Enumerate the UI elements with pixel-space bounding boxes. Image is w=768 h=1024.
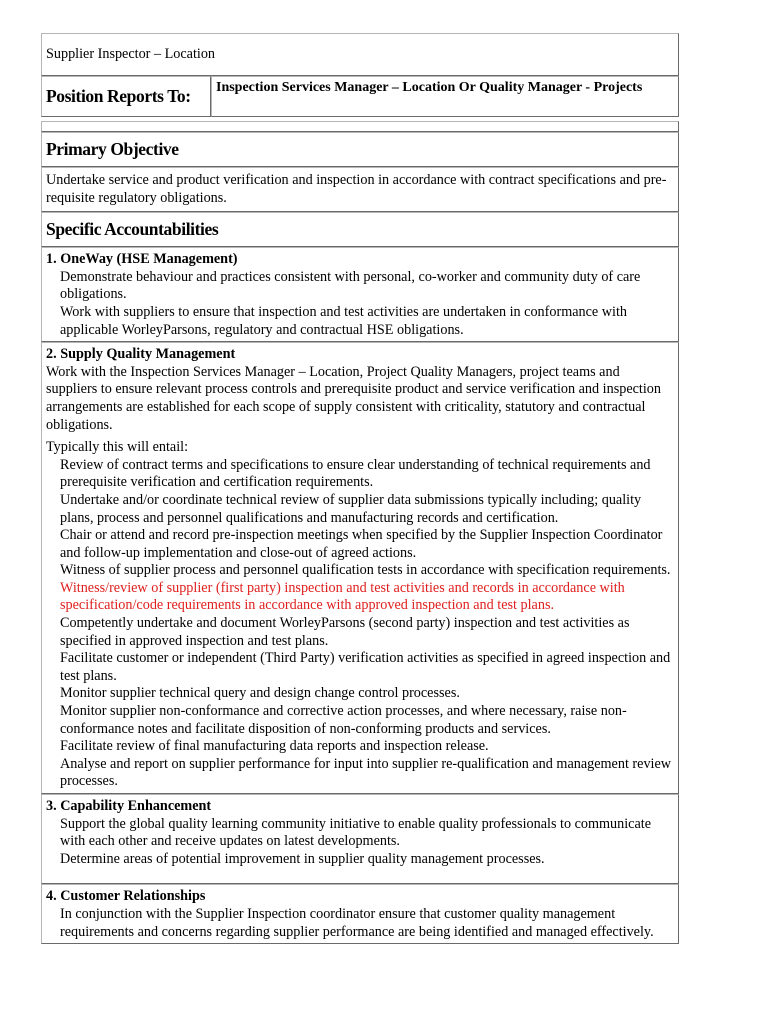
list-item: Facilitate review of final manufacturing data reports and inspection release.	[60, 738, 489, 755]
accountabilities-heading: Specific Accountabilities	[41, 212, 679, 247]
list-item: Determine areas of potential improvement in supplier quality management processes.	[60, 850, 545, 867]
reports-to-label: Position Reports To:	[41, 76, 211, 117]
position-title: Supplier Inspector – Location	[41, 33, 679, 76]
list-item: Witness of supplier process and personnel qualification tests in accordance with specification requirements.	[60, 562, 671, 579]
list-item: Monitor supplier technical query and design change control processes.	[60, 685, 460, 702]
reports-to-value: Inspection Services Manager – Location Or Quality Manager - Projects	[211, 76, 679, 117]
section-hse	[41, 247, 679, 342]
divider-row	[41, 121, 679, 132]
section-title: 4. Customer Relationships	[46, 888, 206, 905]
section-supply-quality	[41, 342, 679, 794]
section-title: 2. Supply Quality Management	[46, 346, 236, 363]
section-intro: Work with the Inspection Services Manager – Location, Project Quality Managers, project teams and suppliers to ensure relevant process controls and prerequisite product and service verification and inspection arrangements are established for each scope of supply consistent with criticality, statutory and contractual obligations.	[46, 363, 661, 433]
list-item: Chair or attend and record pre-inspection meetings when specified by the Supplier Inspection Coordinator and follow-up implementation and close-out of agreed actions.	[60, 527, 663, 561]
section-lead: Typically this will entail:	[46, 439, 189, 456]
list-item: Undertake and/or coordinate technical review of supplier data submissions typically including; quality plans, process and personnel qualifications and manufacturing records and certification.	[60, 491, 642, 526]
list-item: In conjunction with the Supplier Inspection coordinator ensure that customer quality management requirements and concerns regarding supplier performance are being identified and managed effectively.	[60, 905, 654, 940]
position-description	[41, 33, 679, 944]
section-customer	[41, 884, 679, 944]
list-item: Facilitate customer or independent (Third Party) verification activities as specified in agreed inspection and test plans.	[60, 650, 671, 684]
list-item: Demonstrate behaviour and practices consistent with personal, co-worker and community duty of care obligations.	[60, 268, 641, 303]
section-title: 3. Capability Enhancement	[46, 798, 212, 814]
list-item-highlighted: Witness/review of supplier (first party) inspection and test activities and records in accordance with specification/code requirements in accordance with approved inspection and test plans.	[60, 579, 625, 614]
body-table	[41, 121, 679, 944]
list-item: Competently undertake and document WorleyParsons (second party) inspection and test activities as specified in approved inspection and test plans.	[60, 615, 630, 649]
list-item: Analyse and report on supplier performance for input into supplier re-qualification and management review processes.	[60, 755, 672, 790]
list-item: Review of contract terms and specifications to ensure clear understanding of technical requirements and prerequisite verification and certification requirements.	[60, 456, 651, 491]
list-item: Monitor supplier non-conformance and corrective action processes, and where necessary, raise non-conformance notes and facilitate disposition of non-conforming products and services.	[60, 703, 627, 737]
header-table	[41, 33, 679, 117]
section-capability	[41, 794, 679, 884]
section-title: 1. OneWay (HSE Management)	[46, 251, 238, 268]
list-item: Work with suppliers to ensure that inspection and test activities are undertaken in conformance with applicable WorleyParsons, regulatory and contractual HSE obligations.	[60, 303, 627, 338]
list-item: Support the global quality learning community initiative to enable quality professionals to communicate with each other and receive updates on latest developments.	[60, 815, 652, 850]
primary-objective-text: Undertake service and product verification and inspection in accordance with contract specifications and pre-requisite regulatory obligations.	[41, 167, 679, 212]
primary-objective-heading: Primary Objective	[41, 132, 679, 167]
